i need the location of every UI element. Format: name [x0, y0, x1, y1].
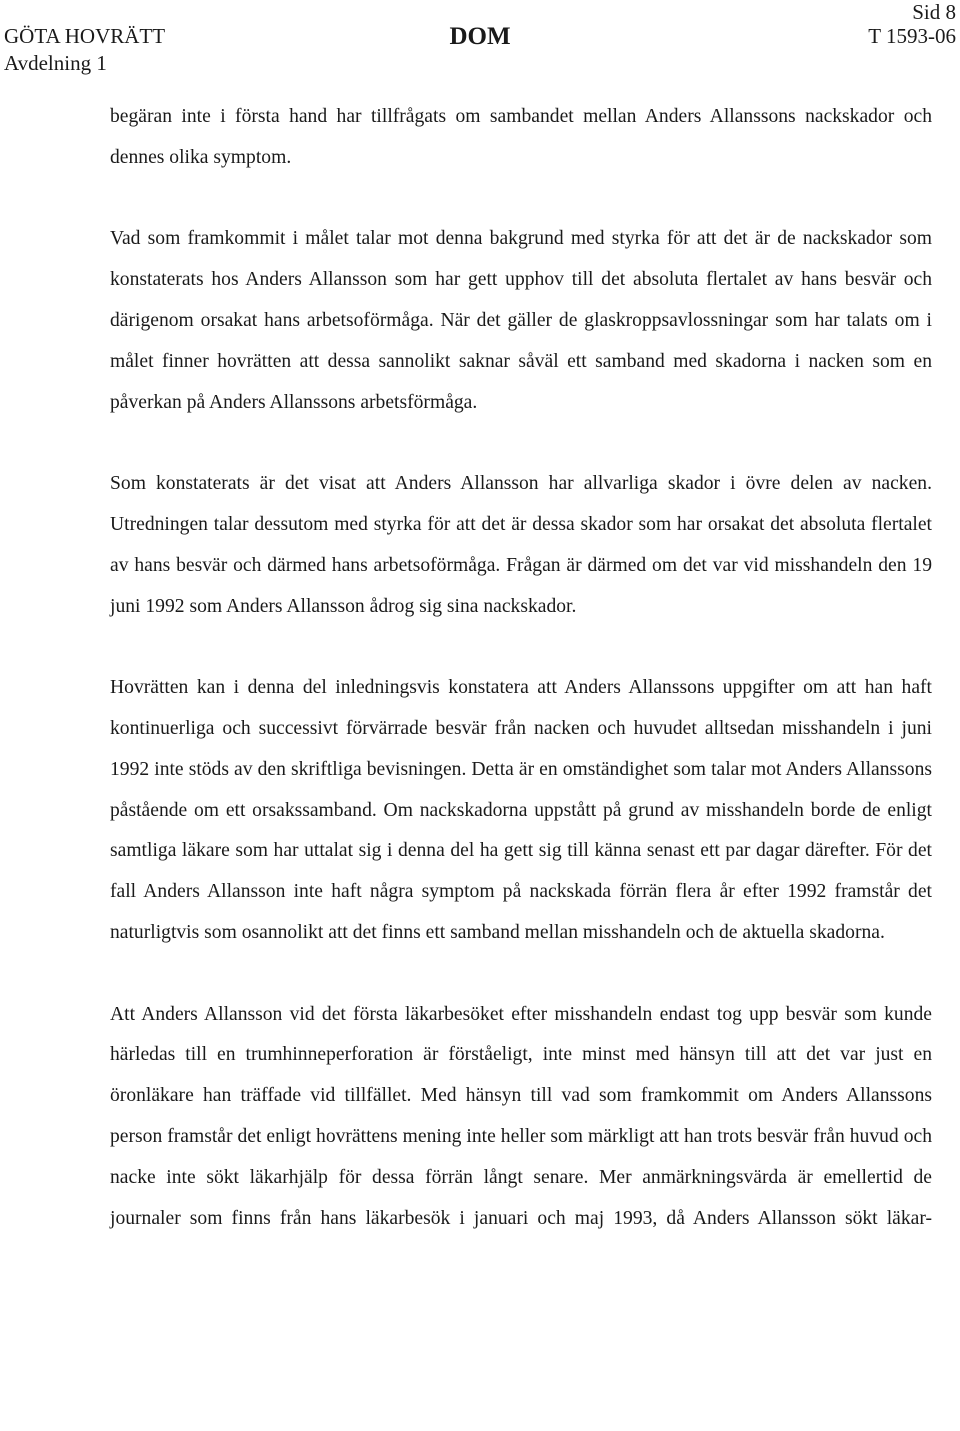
document-body	[110, 97, 932, 1239]
paragraph: Som konstaterats är det visat att Anders Allansson har allvarliga skador i övre delen av nacken. Utredningen talar dessutom med styrka för att det är dessa skador som har orsakat det absoluta flertalet av hans besvär och därmed hans arbetsoförmåga. Frågan är därmed om det var vid misshandeln den 19 juni 1992 som Anders Allansson ådrog sig sina nackskador.	[110, 473, 932, 617]
case-number: T 1593-06	[868, 24, 956, 48]
paragraph: Att Anders Allansson vid det första läkarbesöket efter misshandeln endast tog upp besvär som kunde härledas till en trumhinneperforation är förståeligt, inte minst med hänsyn till att det var just en öronläkare han träffade vid tillfället. Med hänsyn till vad som framkommit om Anders Allanssons person framstår det enligt hovrättens mening inte heller som märkligt att han trots besvär från huvud och nacke inte sökt läkarhjälp för dessa förrän långt senare. Mer anmärkningsvärda är emellertid de journaler som finns från hans läkarbesök i januari och maj 1993, då Anders Allansson sökt läkar-	[110, 1003, 932, 1229]
paragraph: Hovrätten kan i denna del inledningsvis konstatera att Anders Allanssons uppgifter om att han haft kontinuerliga och successivt förvärrade besvär från nacken och huvudet alltsedan misshandeln i juni 1992 inte stöds av den skriftliga bevisningen. Detta är en omständighet som talar mot Anders Allanssons påstående om ett orsakssamband. Om nackskadorna uppstått på grund av misshandeln borde de enligt samtliga läkare som har uttalat sig i denna del ha gett sig till känna senast ett par dagar därefter. För det fall Anders Allansson inte haft några symptom på nackskada förrän flera år efter 1992 framstår det naturligtvis som osannolikt att det finns ett samband mellan misshandeln och de aktuella skadorna.	[110, 677, 932, 943]
division-label: Avdelning 1	[4, 51, 107, 75]
document-type: DOM	[449, 23, 511, 50]
page-number: Sid 8	[912, 0, 956, 24]
court-name: GÖTA HOVRÄTT	[4, 24, 166, 48]
paragraph: Vad som framkommit i målet talar mot denna bakgrund med styrka för att det är de nackskador som konstaterats hos Anders Allansson som har gett upphov till det absoluta flertalet av hans besvär och därigenom orsakat hans arbetsoförmåga. När det gäller de glaskroppsavlossningar som har talats om i målet finner hovrätten att dessa sannolikt saknar såväl ett samband med skadorna i nacken som en påverkan på Anders Allanssons arbetsförmåga.	[110, 228, 932, 413]
paragraph: begäran inte i första hand har tillfrågats om sambandet mellan Anders Allanssons nackskador och dennes olika symptom.	[110, 106, 932, 168]
